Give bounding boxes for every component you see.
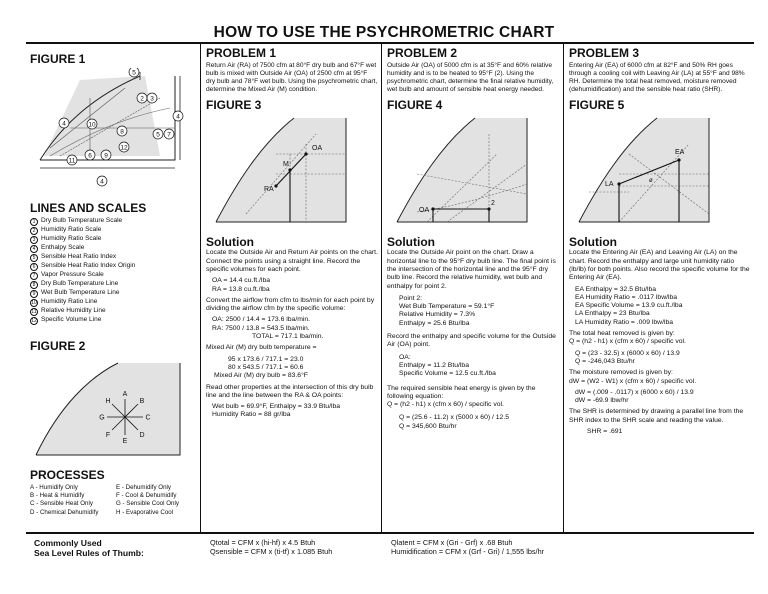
lines-scales-label: Wet Bulb Temperature Line bbox=[41, 289, 120, 296]
lines-scales-label: Relative Humidity Line bbox=[41, 307, 106, 314]
fig1-num: 4 bbox=[100, 178, 104, 186]
fig1-num: 11 bbox=[68, 157, 76, 165]
ea-humidity: EA Humidity Ratio = .0117 lbw/lba bbox=[575, 293, 678, 301]
fig2-letter: D bbox=[139, 432, 145, 439]
fig5-label: EA bbox=[675, 149, 685, 157]
rules-label-line2: Sea Level Rules of Thumb: bbox=[34, 548, 144, 558]
solution1-step2: Convert the airflow from cfm to lbs/min for each point by dividing the airflow cfm by the specific volume: bbox=[206, 296, 375, 313]
process-item: A - Humidify Only bbox=[30, 484, 78, 491]
fig1-num: 7 bbox=[167, 131, 171, 139]
lines-scales-label: Enthalpy Scale bbox=[41, 244, 85, 251]
lines-scales-item bbox=[30, 280, 196, 289]
fig1-num: 3 bbox=[150, 95, 154, 103]
rules-label-line1: Commonly Used bbox=[34, 538, 102, 548]
moisture-calc: dW = (.009 - .0117) x (6000 x 60) / 13.9 bbox=[575, 388, 694, 396]
fig5-label: ø bbox=[649, 178, 653, 185]
number-badge: 5 bbox=[30, 254, 38, 262]
figure1-diagram bbox=[30, 68, 196, 188]
column-divider bbox=[563, 44, 564, 532]
mix-result: Mixed Air (M) dry bulb = 83.6°F bbox=[214, 372, 308, 380]
point2-enthalpy: Enthalpy = 25.6 Btu/lba bbox=[399, 319, 470, 327]
figure3-heading: FIGURE 3 bbox=[206, 98, 262, 113]
mix-calc-1: 95 x 173.6 / 717.1 = 23.0 bbox=[228, 355, 304, 363]
solution3-step4: The SHR is determined by drawing a parallel line from the SHR index to the SHR scale and reading the value. bbox=[569, 408, 744, 424]
total-heat-result: Q = -246,043 Btu/hr bbox=[575, 357, 635, 365]
number-badge: 6 bbox=[30, 263, 38, 271]
process-item: B - Heat & Humidify bbox=[30, 492, 85, 500]
number-badge: 9 bbox=[30, 290, 38, 298]
lines-scales-item bbox=[30, 316, 196, 325]
lines-scales-item bbox=[30, 289, 196, 298]
calc-ra: RA: 7500 / 13.8 = 543.5 lba/min. bbox=[212, 324, 310, 332]
fig2-letter: B bbox=[139, 398, 145, 405]
ea-enthalpy: EA Enthalpy = 32.5 Btu/lba bbox=[575, 285, 657, 293]
oa-volume-value: Specific Volume = 12.5 cu.ft./lba bbox=[399, 370, 496, 378]
solution3-step1: Locate the Entering Air (EA) and Leaving Air (LA) on the chart. Record the enthalpy and large unit humidity ratio (lb/lb) for both points. Also record the specific volume for the Entering Air (EA). bbox=[569, 249, 750, 282]
problem3-text: Entering Air (EA) of 6000 cfm at 82°F and 50% RH goes through a cooling coil with Leaving Air (LA) at 55°F and 98% RH. Determine the total heat removed, moisture removed (dehumidification) and the sensible heat ratio (SHR). bbox=[569, 62, 745, 94]
figure4-heading: FIGURE 4 bbox=[387, 98, 443, 113]
figure4-diagram bbox=[387, 114, 559, 226]
solution2-step3: The required sensible heat energy is given by the following equation: bbox=[387, 384, 536, 400]
lines-scales-item bbox=[30, 217, 196, 226]
fig2-letter: E bbox=[122, 438, 128, 445]
moisture-equation: dW = (W2 - W1) x (cfm x 60) / specific vol. bbox=[569, 377, 697, 385]
lines-scales-item bbox=[30, 271, 196, 280]
solution1-heading: Solution bbox=[206, 235, 254, 250]
fig1-num: 12 bbox=[120, 144, 128, 152]
heat-equation: Q = (h2 - h1) x (cfm x 60) / specific vol. bbox=[387, 401, 504, 409]
problem1-heading: PROBLEM 1 bbox=[206, 46, 277, 60]
solution1-step4: Read other properties at the intersection of this dry bulb line and the line between the RA & OA points: bbox=[206, 383, 374, 399]
solution2-heading: Solution bbox=[387, 235, 435, 250]
heat-result: Q = 345,600 Btu/hr bbox=[399, 422, 457, 430]
fig5-label: LA bbox=[605, 181, 614, 189]
column-problem1 bbox=[206, 46, 378, 420]
figure3-diagram bbox=[206, 114, 378, 226]
number-badge: 12 bbox=[31, 318, 37, 324]
rules-formulas-right bbox=[391, 538, 544, 556]
lines-scales-label: Dry Bulb Temperature Scale bbox=[41, 217, 123, 224]
fig3-label: OA bbox=[312, 145, 323, 153]
lines-scales-item bbox=[30, 226, 196, 235]
number-badge: 4 bbox=[30, 245, 38, 253]
heat-calc: Q = (25.6 - 11.2) x (5000 x 60) / 12.5 bbox=[399, 414, 510, 422]
column-divider bbox=[200, 44, 201, 532]
formula-qlatent: Qlatent = CFM x (Gri - Grf) x .68 Btuh bbox=[391, 538, 513, 547]
lines-scales-label: Humidity Ratio Line bbox=[41, 298, 98, 305]
processes-list bbox=[30, 484, 196, 517]
solution3-step2: The total heat removed is given by: bbox=[569, 330, 675, 338]
fig1-num: 4 bbox=[176, 113, 180, 121]
total-heat-calc: Q = (23 - 32.5) x (6000 x 60) / 13.9 bbox=[575, 349, 680, 357]
solution1-step3: Mixed Air (M) dry bulb temperature = bbox=[206, 344, 317, 352]
calc-oa: OA: 2500 / 14.4 = 173.6 lba/min. bbox=[212, 316, 311, 324]
solution1-step1: Locate the Outside Air and Return Air points on the chart. Connect the points using a straight line. Record the specific volumes for each point. bbox=[206, 249, 378, 273]
shr-result: SHR = .691 bbox=[587, 428, 623, 436]
bottom-divider bbox=[26, 532, 754, 534]
lines-scales-label: Humidity Ratio Scale bbox=[41, 235, 102, 242]
rules-formulas-left bbox=[210, 538, 332, 556]
lines-scales-item bbox=[30, 298, 196, 307]
lines-scales-item bbox=[30, 262, 196, 271]
rules-label bbox=[34, 538, 144, 558]
formula-qtotal: Qtotal = CFM x (hi-hf) x 4.5 Btuh bbox=[210, 538, 316, 547]
fig2-letter: C bbox=[145, 414, 151, 422]
number-badge: 8 bbox=[30, 281, 38, 289]
solution3-step3: The moisture removed is given by: bbox=[569, 369, 673, 377]
oa-label: OA: bbox=[399, 353, 411, 361]
humidity-result: Humidity Ratio = 88 gr/lba bbox=[212, 411, 291, 419]
fig1-num: 4 bbox=[62, 120, 66, 128]
process-item: C - Sensible Heat Only bbox=[30, 500, 93, 508]
lines-scales-label: Sensible Heat Ratio Index bbox=[41, 253, 117, 260]
fig1-num: 5 bbox=[156, 131, 160, 139]
problem3-heading: PROBLEM 3 bbox=[569, 46, 640, 60]
lines-scales-item bbox=[30, 244, 196, 253]
lines-scales-label: Vapor Pressure Scale bbox=[41, 271, 104, 278]
figure2-heading: FIGURE 2 bbox=[30, 339, 86, 353]
process-item: H - Evaporative Cool bbox=[116, 508, 174, 516]
point2-label: Point 2: bbox=[399, 294, 423, 302]
solution3-heading: Solution bbox=[569, 235, 617, 250]
process-item: F - Cool & Dehumidify bbox=[116, 492, 177, 500]
number-badge: 3 bbox=[30, 236, 38, 244]
fig1-num: 10 bbox=[88, 121, 96, 129]
figure5-diagram bbox=[569, 114, 751, 226]
wet-bulb-result: Wet bulb = 69.9°F, Enthalpy = 33.9 Btu/lba bbox=[212, 403, 341, 411]
page-title: HOW TO USE THE PSYCHROMETRIC CHART bbox=[213, 24, 555, 41]
process-item: E - Dehumidify Only bbox=[116, 484, 172, 491]
fig1-num: 9 bbox=[104, 152, 108, 160]
fig1-num: 8 bbox=[120, 128, 124, 136]
oa-enthalpy: Enthalpy = 11.2 Btu/lba bbox=[399, 361, 469, 369]
fig2-letter: A bbox=[122, 391, 128, 398]
lines-scales-list bbox=[30, 217, 196, 325]
lines-scales-item bbox=[30, 235, 196, 244]
ra-volume: RA = 13.8 cu.ft./lba bbox=[212, 285, 270, 293]
lines-scales-label: Sensible Heat Ratio Index Origin bbox=[41, 262, 136, 269]
lines-scales-label: Specific Volume Line bbox=[41, 316, 102, 323]
lines-scales-label: Dry Bulb Temperature Line bbox=[41, 280, 119, 287]
la-humidity: LA Humidity Ratio = .009 lbw/lba bbox=[575, 318, 674, 326]
lines-scales-item bbox=[30, 307, 196, 316]
number-badge: 11 bbox=[31, 309, 37, 315]
figure5-heading: FIGURE 5 bbox=[569, 98, 625, 113]
fig3-label: RA bbox=[264, 186, 274, 194]
solution2-step2: Record the enthalpy and specific volume for the Outside Air (OA) point. bbox=[387, 333, 556, 349]
formula-humidification: Humidification = CFM x (Grf - Gri) / 1,555 lbs/hr bbox=[391, 547, 545, 556]
ea-volume: EA Specific Volume = 13.9 cu.ft./lba bbox=[575, 302, 683, 310]
column-problem3 bbox=[569, 46, 751, 436]
number-badge: 2 bbox=[30, 227, 38, 235]
fig2-letter: H bbox=[105, 398, 111, 405]
column-divider bbox=[381, 44, 382, 532]
lines-scales-label: Humidity Ratio Scale bbox=[41, 226, 102, 233]
solution2-step1: Locate the Outside Air point on the chart. Draw a horizontal line to the 95°F dry bulb line. The final point is the intersection of the horizontal line and the 95°F dry bulb line. Record the relative humidity, wet bulb and enthalpy for point 2. bbox=[387, 249, 556, 290]
column-figures bbox=[30, 46, 196, 517]
point2-rh: Relative Humidity = 7.3% bbox=[399, 311, 476, 319]
number-badge: 7 bbox=[30, 272, 38, 280]
total-heat-equation: Q = (h2 - h1) x (cfm x 60) / specific vol. bbox=[569, 338, 686, 346]
problem2-heading: PROBLEM 2 bbox=[387, 46, 458, 60]
process-item: G - Sensible Cool Only bbox=[116, 500, 179, 508]
point2-wetbulb: Wet Bulb Temperature = 59.1°F bbox=[399, 303, 495, 311]
moisture-result: dW = -69.9 lbw/hr bbox=[575, 397, 629, 405]
figure1-heading: FIGURE 1 bbox=[30, 52, 86, 66]
fig4-label: 2 bbox=[491, 200, 495, 208]
figure2-diagram bbox=[30, 355, 196, 461]
lines-scales-heading: LINES AND SCALES bbox=[30, 201, 147, 215]
lines-scales-item bbox=[30, 253, 196, 262]
oa-volume: OA = 14.4 cu.ft./lba bbox=[212, 277, 270, 285]
number-badge: 10 bbox=[31, 300, 37, 306]
fig4-label: OA bbox=[419, 207, 430, 215]
calc-total: TOTAL = 717.1 lba/min. bbox=[252, 333, 324, 341]
processes-heading: PROCESSES bbox=[30, 468, 105, 482]
la-enthalpy: LA Enthalpy = 23 Btu/lba bbox=[575, 310, 650, 318]
fig2-letter: G bbox=[99, 414, 105, 422]
mix-calc-2: 80 x 543.5 / 717.1 = 60.6 bbox=[228, 363, 304, 371]
problem1-text: Return Air (RA) of 7500 cfm at 80°F dry bulb and 67°F wet bulb is mixed with Outside Air (OA) of 2500 cfm at 95°F dry bulb and 78°F wet bulb. Using the psychrometric chart, determine the Mixed Air (M) condition. bbox=[206, 62, 378, 94]
process-item: D - Chemical Dehumidify bbox=[30, 508, 99, 516]
fig1-num: 6 bbox=[88, 152, 92, 160]
fig1-num: 5 bbox=[132, 69, 136, 77]
fig2-letter: F bbox=[105, 432, 111, 439]
formula-qsensible: Qsensible = CFM x (ti-tf) x 1.085 Btuh bbox=[210, 547, 333, 556]
fig3-label: M bbox=[283, 161, 289, 169]
column-problem2 bbox=[387, 46, 559, 431]
problem2-text: Outside Air (OA) of 5000 cfm is at 35°F and 60% relative humidity and is to be heated to 95°F (2). Using the psychrometric chart, determine the final relative humidity, wet bulb and amount of sensible heat energy needed. bbox=[387, 62, 554, 94]
number-badge: 1 bbox=[30, 218, 38, 226]
fig1-num: 2 bbox=[140, 95, 144, 103]
